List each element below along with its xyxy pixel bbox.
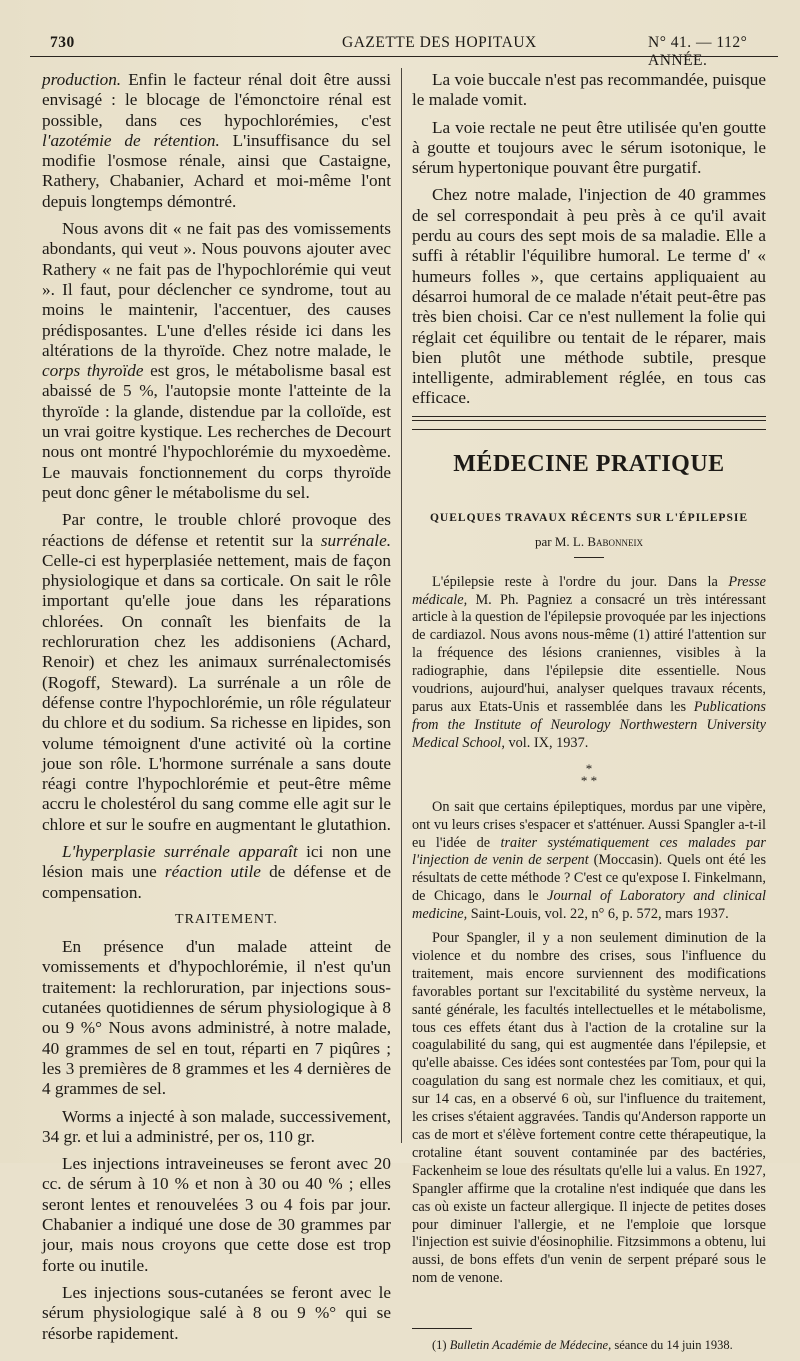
italic-text: surrénale.: [320, 530, 391, 550]
text: Celle-ci est hyperplasiée nettement, mais de façon physiologique et dans sa corticale. On sait le rôle important qu'elle joue dans les réparations chlorées. On connaît les bienfaits de la rechloruration chez les addisoniens (Achard, Renoir) et chez les animaux surrénalectomisés (Rogoff, Steward). La surrénale a un rôle de défense contre l'hypochlorémie, un rôle régulateur du chlore et du sodium. Sa richesse en lipides, son volume témoignent d'une activité où la cortine joue son rôle. L'hormone surrénale a sans doute réagi contre l'hypochlorémie et peut-être même accru le cholestérol du sang comme elle agit sur le chlore et sur le soufre en augmentant le glutathion.: [42, 550, 391, 834]
italic-text: traiter systématiquement ces malades par l'injection de venin de serpent: [412, 834, 767, 869]
asterism: [412, 760, 766, 788]
italic-text: l'azotémie de rétention.: [42, 130, 220, 150]
right-column: [412, 70, 766, 1361]
paragraph: La voie buccale n'est pas recommandée, puisque le malade vomit.: [412, 70, 766, 110]
italic-text: Publications from the Institute of Neurology Northwestern University Medical School,: [412, 698, 766, 751]
page-number: 730: [50, 34, 75, 51]
italic-text: corps thyroïde: [42, 361, 144, 381]
paragraph: [412, 799, 766, 924]
paragraph: Pour Spangler, il y a non seulement diminution de la violence et du nombre des crises, sous l'influence du traitement, mais encore surviennent des modifications favorables portant sur l'excitabilité du système nerveux, la santé générale, les facultés intellectuelles et le métabolisme, tous ces effets étant dus à l'action de la crotaline sur la coagulabilité du sang, qui est augmentée dans l'épilepsie, et qu'elle abaisse. Ces idées sont contestées par Tom, pour qui la coagulation du sang est normale chez les comitiaux, et qui, sur 14 cas, en a observé 6 où, sur l'influence du traitement, les crises s'étaient aggravées. Tandis qu'Anderson rapporte un cas de mort et s'élève fortement contre cette thérapeutique, la crotaline étant souvent contaminée par des bactéries, Fackenheim se loue des résultats qu'elle lui a valus. En 1927, Spangler affirme que la crotaline n'est indiquée que dans les cas où existe un facteur allergique. Il injecte de petites doses pour diminuer l'allergie, et ne l'emploie que lorsque l'injection est suivie d'éosinophilie. Fitzsimmons a obtenu, lui aussi, de bons effets d'un venin de serpent préparé sous le nom de venone.: [412, 930, 766, 1287]
text: Enfin le facteur rénal doit être aussi envisagé : le blocage de l'émonctoire rénal est possible, dans ces hypochlorémies, c'est: [42, 70, 391, 130]
author-prefix: par M. L.: [534, 534, 588, 550]
paragraph: [42, 70, 391, 212]
paragraph: Chez notre malade, l'injection de 40 grammes de sel correspondait à peu près à ce qu'il avait perdu au cours des sept mois de sa maladie. Elle a suffi à rétablir l'équilibre humoral. Le terme d' « humeurs folles », que certains appliquaient au désarroi humoral de ce malade n'était peut-être pas très bien choisi. Car ce n'est nullement la folie qui réglait cet équilibre ou tentait de le réparer, mais bien plutôt une méthode subtile, presque intelligente, admirablement réglée, en tous cas efficace.: [412, 185, 766, 408]
text: Par contre, le trouble chloré provoque des réactions de défense et retentit sur la: [42, 510, 391, 550]
text: On sait que certains épileptiques, mordus par une vipère, ont vu leurs crises s'espacer et s'atténuer. Aussi Spangler a-t-il eu l'idée de: [412, 798, 766, 851]
header-rule: [30, 56, 778, 57]
paragraph: En présence d'un malade atteint de vomissements et d'hypochlorémie, il n'est qu'un traitement: la rechloruration, par injections sous-cutanées quotidiennes de sérum physiologique à 8 ou 9 %° Nous avons administré, à notre malade, 40 grammes de sel en tout, réparti en 7 piqûres ; les 3 premières de 8 grammes et les 4 dernières de 4 grammes de sel.: [42, 937, 391, 1099]
text: M. Ph. Pagniez a consacré un très intéressant article à la question de l'épilepsie provoquée par les injections de cardiazol. Nous avons nous-même (1) attiré l'attention sur la fréquence des lésions craniennes, visibles à la radiographie, dans l'épilepsie dite essentielle. Nous voudrions, aujourd'hui, analyser quelques travaux récents, parus aux Etats-Unis et rassemblée dans les: [412, 591, 766, 715]
italic-text: réaction utile: [164, 862, 261, 882]
journal-title: GAZETTE DES HOPITAUX: [342, 34, 537, 51]
text: (Moccasin). Quels ont été les résultats de cette méthode ? C'est ce qu'expose I. Finkelmann, de Chicago, dans le: [412, 852, 767, 905]
paragraph: Les injections sous-cutanées se feront avec le sérum physiologique salé à 8 ou 9 %° qui se résorbe rapidement.: [42, 1282, 391, 1343]
text: ici non une lésion mais une: [42, 841, 391, 882]
italic-text: L'hyperplasie surrénale apparaît: [62, 841, 298, 861]
author-name: Babonneix: [587, 534, 644, 550]
paragraph: Worms a injecté à son malade, successivement, 34 gr. et lui a administré, per os, 110 gr.: [42, 1106, 391, 1146]
italic-text: Bulletin Académie de Médecine,: [449, 1338, 612, 1353]
italic-text: Presse médicale,: [412, 573, 766, 608]
footnote-rule: [412, 1328, 472, 1329]
paragraph: [412, 574, 766, 753]
text: vol. IX, 1937.: [504, 734, 589, 751]
paragraph: [42, 219, 391, 503]
paragraph: [42, 842, 391, 903]
asterism-top: *: [585, 760, 593, 776]
paragraph: Les injections intraveineuses se feront avec 20 cc. de sérum à 10 % et non à 30 ou 40 % ; elles seront lentes et renouvelées 3 ou 4 fois par jour. Chabanier a indiqué une dose de 30 grammes par jour, mais nous croyons que cette dose est trop forte ou inutile.: [42, 1154, 391, 1275]
article-body: [412, 574, 766, 1355]
section-title: MÉDECINE PRATIQUE: [453, 450, 725, 477]
text: Nous avons dit « ne fait pas des vomissements abondants, qui veut ». Nous pouvons ajouter avec Rathery « ne fait pas de l'hypochlorémie qui veut ». Il faut, pour déclencher ce syndrome, tout au moins le maintenir, l'accentuer, des causes prédisposantes. L'une d'elles réside ici dans les altérations de la thyroïde. Chez notre malade, le: [42, 219, 391, 360]
short-rule: [574, 557, 604, 558]
footnote-marker: (1): [432, 1338, 450, 1353]
left-column: [42, 70, 391, 1351]
italic-text: production.: [42, 70, 122, 89]
column-divider: [401, 68, 402, 1143]
text: L'insuffisance du sel modifie l'osmose rénale, ainsi que Castaigne, Rathery, Chabanier, Achard et moi-même l'ont depuis longtemps démontré.: [42, 130, 391, 211]
asterism-bottom: * *: [580, 772, 598, 788]
article-title: QUELQUES TRAVAUX RÉCENTS SUR L'ÉPILEPSIE: [429, 512, 748, 525]
text: L'épilepsie reste à l'ordre du jour. Dans la: [432, 573, 729, 590]
double-rule: [412, 416, 766, 421]
section-heading-traitement: TRAITEMENT.: [175, 911, 278, 927]
text: Saint-Louis, vol. 22, n° 6, p. 572, mars 1937.: [467, 906, 729, 923]
text: de défense et de compensation.: [42, 862, 391, 902]
single-rule: [412, 429, 766, 430]
article-author: [412, 532, 766, 552]
paragraph: [42, 510, 391, 835]
text: séance du 14 juin 1938.: [611, 1338, 733, 1353]
italic-text: Journal of Laboratory and clinical medicine,: [412, 888, 766, 923]
running-header: [30, 30, 778, 69]
footnote: [412, 1337, 766, 1355]
issue-number: N° 41. — 112° ANNÉE.: [648, 34, 748, 69]
paragraph: La voie rectale ne peut être utilisée qu'en goutte à goutte et toujours avec le sérum isotonique, le sérum hypertonique pouvant être purgatif.: [412, 117, 766, 178]
text: est gros, le métabolisme basal est abaissé de 5 %, l'autopsie monte l'atteinte de la thyroïde : la glande, distendue par la colloïde, est un vrai goitre kystique. Les recherches de Decourt nous ont montré l'hypochlorémie du myxoedème. Le mauvais fonctionnement du corps thyroïde peut donc gêner le métabolisme du sel.: [42, 361, 391, 502]
